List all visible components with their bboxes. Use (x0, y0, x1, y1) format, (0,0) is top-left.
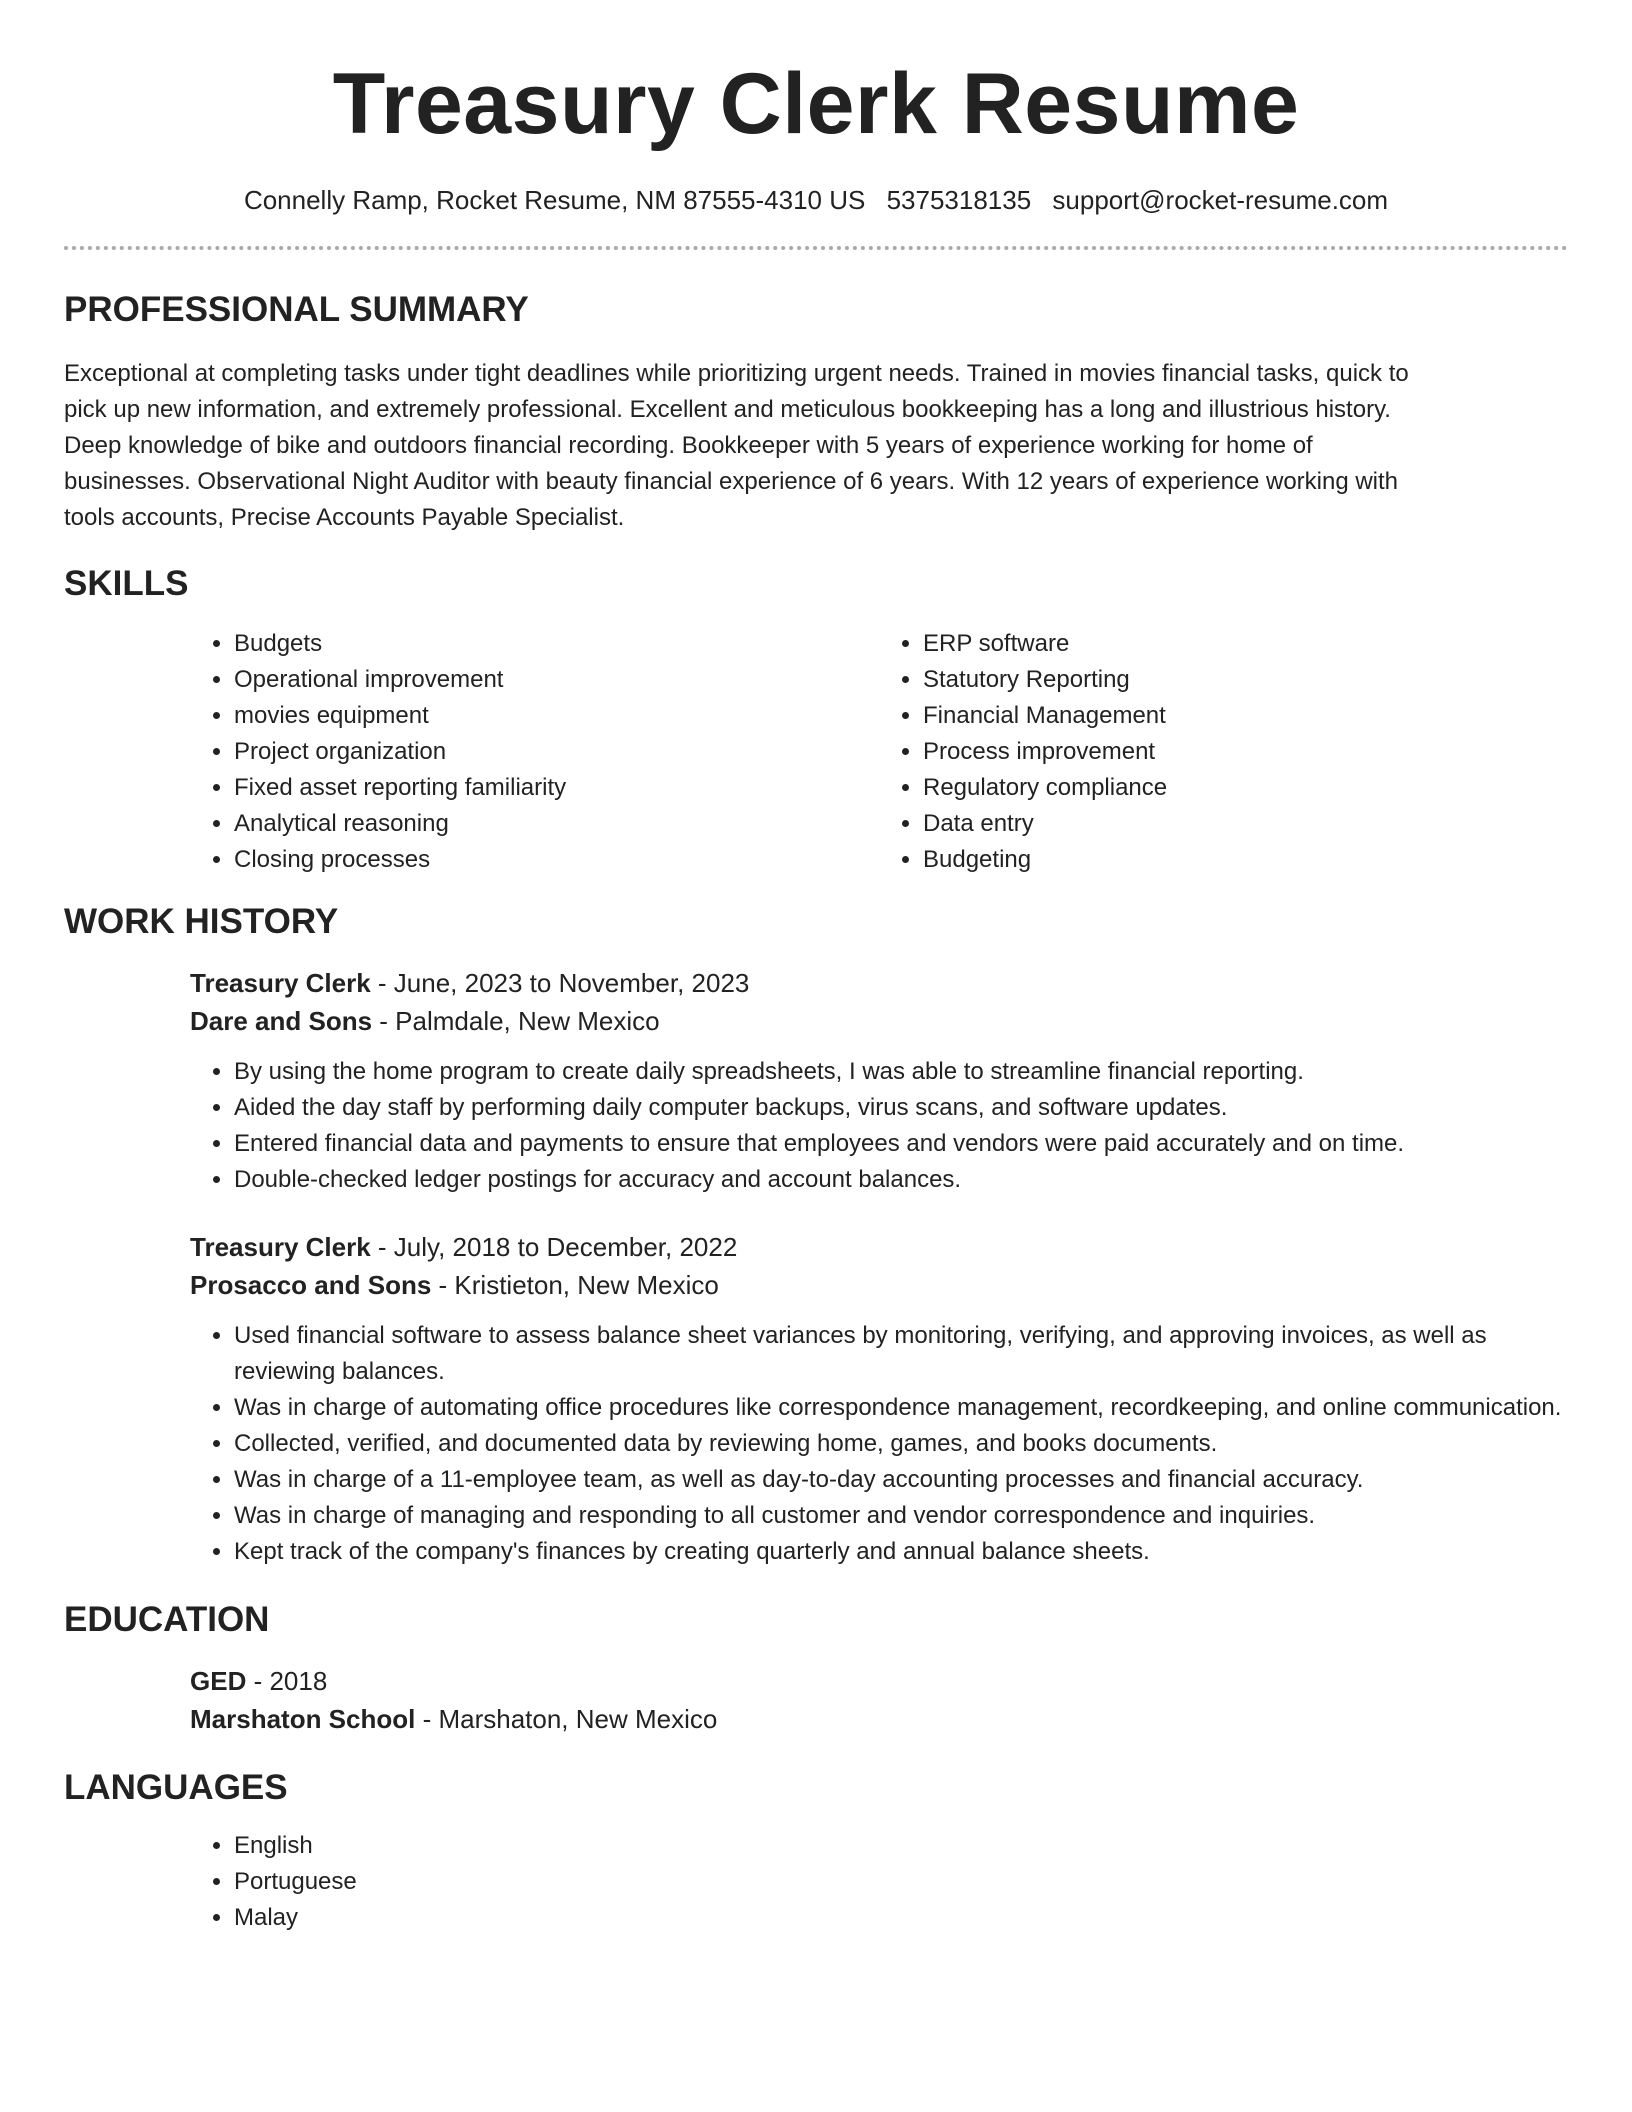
work-heading: WORK HISTORY (64, 902, 339, 941)
education-degree-line (190, 1662, 1568, 1700)
contact-line (64, 184, 1568, 216)
skill-item: • movies equipment (234, 698, 879, 734)
job-company: Dare and Sons (190, 1006, 373, 1036)
job-title: Treasury Clerk (190, 968, 371, 998)
job-bullet: • By using the home program to create daily spreadsheets, I was able to streamline financial reporting. (234, 1054, 1568, 1090)
job-bullet: • Was in charge of managing and responding to all customer and vendor correspondence and inquiries. (234, 1498, 1568, 1534)
job-location: - Palmdale, New Mexico (372, 1006, 660, 1036)
job-bullet: • Kept track of the company's finances by creating quarterly and annual balance sheets. (234, 1534, 1568, 1570)
skill-item: • Financial Management (923, 698, 1568, 734)
job-company: Prosacco and Sons (190, 1270, 432, 1300)
skill-item: • Closing processes (234, 842, 879, 878)
education-year: - 2018 (246, 1666, 328, 1696)
job-bullet: • Entered financial data and payments to ensure that employees and vendors were paid accurately and on time. (234, 1126, 1568, 1162)
education-school: Marshaton School (190, 1704, 416, 1734)
skills-list (190, 626, 1568, 878)
skill-item: • Budgeting (923, 842, 1568, 878)
language-bullets (190, 1828, 1568, 1936)
job-dates: - June, 2023 to November, 2023 (370, 968, 750, 998)
job-bullet: • Used financial software to assess balance sheet variances by monitoring, verifying, and approving invoices, as well as reviewing balances. (234, 1318, 1568, 1390)
languages-list (190, 1828, 1568, 1936)
skill-item: • Fixed asset reporting familiarity (234, 770, 879, 806)
job-title-line (190, 1228, 1568, 1266)
summary-heading: PROFESSIONAL SUMMARY (64, 290, 529, 329)
language-item: • Portuguese (234, 1864, 1568, 1900)
skill-item: • ERP software (923, 626, 1568, 662)
skills-column-right (879, 626, 1568, 878)
skills-column-left (190, 626, 879, 878)
job-location: - Kristieton, New Mexico (431, 1270, 719, 1300)
job-bullet: • Aided the day staff by performing daily computer backups, virus scans, and software updates. (234, 1090, 1568, 1126)
job-title: Treasury Clerk (190, 1232, 371, 1262)
job-bullets (190, 1318, 1568, 1570)
job-company-line (190, 1266, 1568, 1304)
education-heading: EDUCATION (64, 1600, 270, 1639)
education-school-line (190, 1700, 1568, 1738)
skill-item: • Process improvement (923, 734, 1568, 770)
skill-item: • Project organization (234, 734, 879, 770)
language-item: • Malay (234, 1900, 1568, 1936)
skills-heading: SKILLS (64, 564, 189, 603)
skill-item: • Operational improvement (234, 662, 879, 698)
job-company-line (190, 1002, 1568, 1040)
languages-heading: LANGUAGES (64, 1768, 288, 1807)
contact-address: Connelly Ramp, Rocket Resume, NM 87555-4310 US (243, 185, 866, 215)
job-title-line (190, 964, 1568, 1002)
resume-page (64, 0, 1568, 1936)
contact-phone: 5375318135 (886, 185, 1032, 215)
job-bullet: • Double-checked ledger postings for accuracy and account balances. (234, 1162, 1568, 1198)
skill-item: • Regulatory compliance (923, 770, 1568, 806)
education-entry (190, 1662, 1568, 1738)
skill-item: • Analytical reasoning (234, 806, 879, 842)
job-entry (190, 964, 1568, 1198)
job-dates: - July, 2018 to December, 2022 (370, 1232, 738, 1262)
contact-email[interactable]: support@rocket-resume.com (1052, 185, 1389, 215)
language-item: • English (234, 1828, 1568, 1864)
education-degree: GED (190, 1666, 247, 1696)
job-bullet: • Collected, verified, and documented data by reviewing home, games, and books documents. (234, 1426, 1568, 1462)
summary-text: Exceptional at completing tasks under tight deadlines while prioritizing urgent needs. Trained in movies financial tasks, quick to pick up new information, and extremely professional. Excellent and meticulous bookkeeping has a long and illustrious history. Deep knowledge of bike and outdoors financial recording. Bookkeeper with 5 years of experience working for home of businesses. Observational Night Auditor with beauty financial experience of 6 years. With 12 years of experience working with tools accounts, Precise Accounts Payable Specialist. (64, 360, 1409, 531)
skill-item: • Budgets (234, 626, 879, 662)
resume-title: Treasury Clerk Resume (332, 56, 1300, 152)
job-bullet: • Was in charge of a 11-employee team, as well as day-to-day accounting processes and financial accuracy. (234, 1462, 1568, 1498)
skill-item: • Data entry (923, 806, 1568, 842)
education-location: - Marshaton, New Mexico (415, 1704, 718, 1734)
job-entry (190, 1228, 1568, 1570)
job-bullet: • Was in charge of automating office procedures like correspondence management, recordkeeping, and online communication. (234, 1390, 1568, 1426)
skill-item: • Statutory Reporting (923, 662, 1568, 698)
job-bullets (190, 1054, 1568, 1198)
header-divider (64, 246, 1568, 250)
